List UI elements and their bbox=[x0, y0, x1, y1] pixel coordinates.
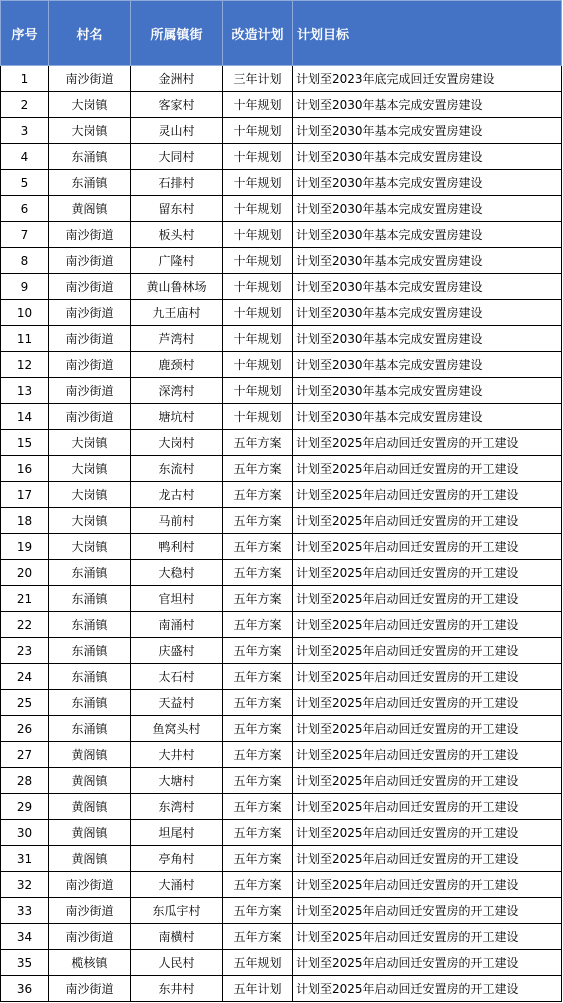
cell-serial: 2 bbox=[1, 92, 49, 118]
table-row bbox=[1, 716, 562, 742]
cell-col2: 榄核镇 bbox=[49, 950, 131, 976]
cell-col3: 天益村 bbox=[131, 690, 223, 716]
cell-col3: 马前村 bbox=[131, 508, 223, 534]
cell-col3: 龙古村 bbox=[131, 482, 223, 508]
cell-plan: 十年规划 bbox=[223, 92, 293, 118]
cell-goal: 计划至2023年底完成回迁安置房建设 bbox=[293, 66, 562, 92]
table-row bbox=[1, 118, 562, 144]
table-row bbox=[1, 794, 562, 820]
cell-goal: 计划至2025年启动回迁安置房的开工建设 bbox=[293, 586, 562, 612]
cell-plan: 十年规划 bbox=[223, 274, 293, 300]
cell-col3: 大同村 bbox=[131, 144, 223, 170]
cell-col2: 东涌镇 bbox=[49, 560, 131, 586]
cell-col3: 坦尾村 bbox=[131, 820, 223, 846]
table-row bbox=[1, 196, 562, 222]
cell-goal: 计划至2025年启动回迁安置房的开工建设 bbox=[293, 794, 562, 820]
cell-plan: 十年规划 bbox=[223, 352, 293, 378]
cell-col3: 客家村 bbox=[131, 92, 223, 118]
cell-plan: 五年方案 bbox=[223, 716, 293, 742]
cell-col3: 大岗村 bbox=[131, 430, 223, 456]
cell-plan: 十年规划 bbox=[223, 196, 293, 222]
cell-serial: 5 bbox=[1, 170, 49, 196]
cell-serial: 19 bbox=[1, 534, 49, 560]
cell-serial: 16 bbox=[1, 456, 49, 482]
cell-serial: 10 bbox=[1, 300, 49, 326]
cell-col2: 黄阁镇 bbox=[49, 820, 131, 846]
cell-col3: 大稳村 bbox=[131, 560, 223, 586]
cell-col2: 东涌镇 bbox=[49, 664, 131, 690]
cell-plan: 十年规划 bbox=[223, 248, 293, 274]
cell-serial: 22 bbox=[1, 612, 49, 638]
cell-serial: 31 bbox=[1, 846, 49, 872]
cell-col2: 黄阁镇 bbox=[49, 794, 131, 820]
cell-col2: 大岗镇 bbox=[49, 482, 131, 508]
table-row bbox=[1, 222, 562, 248]
cell-serial: 25 bbox=[1, 690, 49, 716]
cell-col3: 南横村 bbox=[131, 924, 223, 950]
cell-col3: 石排村 bbox=[131, 170, 223, 196]
cell-serial: 29 bbox=[1, 794, 49, 820]
cell-serial: 8 bbox=[1, 248, 49, 274]
header-town: 所属镇街 bbox=[131, 1, 223, 66]
table-body bbox=[1, 66, 562, 1002]
cell-col2: 黄阁镇 bbox=[49, 196, 131, 222]
table-row bbox=[1, 950, 562, 976]
table-row bbox=[1, 560, 562, 586]
cell-col3: 灵山村 bbox=[131, 118, 223, 144]
cell-col3: 大涌村 bbox=[131, 872, 223, 898]
cell-plan: 五年方案 bbox=[223, 534, 293, 560]
cell-plan: 十年规划 bbox=[223, 300, 293, 326]
cell-plan: 五年方案 bbox=[223, 898, 293, 924]
cell-plan: 五年方案 bbox=[223, 690, 293, 716]
table-row bbox=[1, 924, 562, 950]
table-row bbox=[1, 274, 562, 300]
cell-serial: 21 bbox=[1, 586, 49, 612]
cell-col2: 南沙街道 bbox=[49, 248, 131, 274]
cell-plan: 五年方案 bbox=[223, 508, 293, 534]
cell-col3: 深湾村 bbox=[131, 378, 223, 404]
cell-plan: 十年规划 bbox=[223, 404, 293, 430]
cell-col3: 鱼窝头村 bbox=[131, 716, 223, 742]
cell-col2: 南沙街道 bbox=[49, 898, 131, 924]
cell-goal: 计划至2025年启动回迁安置房的开工建设 bbox=[293, 742, 562, 768]
cell-col3: 塘坑村 bbox=[131, 404, 223, 430]
cell-col2: 南沙街道 bbox=[49, 872, 131, 898]
cell-col2: 大岗镇 bbox=[49, 118, 131, 144]
cell-col2: 南沙街道 bbox=[49, 274, 131, 300]
cell-goal: 计划至2025年启动回迁安置房的开工建设 bbox=[293, 612, 562, 638]
cell-plan: 五年方案 bbox=[223, 872, 293, 898]
table-row bbox=[1, 378, 562, 404]
cell-goal: 计划至2025年启动回迁安置房的开工建设 bbox=[293, 820, 562, 846]
table-row bbox=[1, 742, 562, 768]
table-row bbox=[1, 456, 562, 482]
cell-col2: 南沙街道 bbox=[49, 976, 131, 1002]
cell-col2: 南沙街道 bbox=[49, 404, 131, 430]
cell-col3: 东流村 bbox=[131, 456, 223, 482]
cell-goal: 计划至2030年基本完成安置房建设 bbox=[293, 92, 562, 118]
cell-col3: 九王庙村 bbox=[131, 300, 223, 326]
cell-col3: 鸭利村 bbox=[131, 534, 223, 560]
cell-goal: 计划至2025年启动回迁安置房的开工建设 bbox=[293, 638, 562, 664]
cell-serial: 4 bbox=[1, 144, 49, 170]
cell-col3: 鹿颈村 bbox=[131, 352, 223, 378]
cell-col3: 太石村 bbox=[131, 664, 223, 690]
cell-goal: 计划至2025年启动回迁安置房的开工建设 bbox=[293, 872, 562, 898]
table-row bbox=[1, 66, 562, 92]
cell-goal: 计划至2025年启动回迁安置房的开工建设 bbox=[293, 768, 562, 794]
cell-plan: 十年规划 bbox=[223, 378, 293, 404]
cell-goal: 计划至2030年基本完成安置房建设 bbox=[293, 300, 562, 326]
cell-col3: 广隆村 bbox=[131, 248, 223, 274]
cell-plan: 五年计划 bbox=[223, 976, 293, 1002]
table-row bbox=[1, 170, 562, 196]
cell-plan: 五年方案 bbox=[223, 742, 293, 768]
cell-plan: 五年方案 bbox=[223, 924, 293, 950]
cell-col3: 留东村 bbox=[131, 196, 223, 222]
cell-plan: 五年方案 bbox=[223, 430, 293, 456]
table-row bbox=[1, 326, 562, 352]
cell-col2: 黄阁镇 bbox=[49, 742, 131, 768]
cell-serial: 27 bbox=[1, 742, 49, 768]
cell-col2: 东涌镇 bbox=[49, 716, 131, 742]
cell-col3: 庆盛村 bbox=[131, 638, 223, 664]
cell-col2: 大岗镇 bbox=[49, 430, 131, 456]
cell-serial: 30 bbox=[1, 820, 49, 846]
cell-goal: 计划至2030年基本完成安置房建设 bbox=[293, 274, 562, 300]
cell-serial: 14 bbox=[1, 404, 49, 430]
table-row bbox=[1, 248, 562, 274]
cell-serial: 12 bbox=[1, 352, 49, 378]
cell-serial: 13 bbox=[1, 378, 49, 404]
cell-col2: 南沙街道 bbox=[49, 352, 131, 378]
header-serial: 序号 bbox=[1, 1, 49, 66]
cell-plan: 五年方案 bbox=[223, 456, 293, 482]
header-row bbox=[1, 1, 562, 66]
table-row bbox=[1, 872, 562, 898]
cell-serial: 7 bbox=[1, 222, 49, 248]
cell-col3: 东湾村 bbox=[131, 794, 223, 820]
cell-col2: 大岗镇 bbox=[49, 456, 131, 482]
cell-goal: 计划至2030年基本完成安置房建设 bbox=[293, 118, 562, 144]
cell-col2: 黄阁镇 bbox=[49, 768, 131, 794]
cell-col2: 黄阁镇 bbox=[49, 846, 131, 872]
cell-goal: 计划至2025年启动回迁安置房的开工建设 bbox=[293, 898, 562, 924]
cell-serial: 15 bbox=[1, 430, 49, 456]
cell-col3: 黄山鲁林场 bbox=[131, 274, 223, 300]
cell-col2: 南沙街道 bbox=[49, 300, 131, 326]
cell-goal: 计划至2030年基本完成安置房建设 bbox=[293, 222, 562, 248]
cell-col3: 东井村 bbox=[131, 976, 223, 1002]
cell-goal: 计划至2025年启动回迁安置房的开工建设 bbox=[293, 482, 562, 508]
cell-col3: 芦湾村 bbox=[131, 326, 223, 352]
table-row bbox=[1, 898, 562, 924]
cell-col2: 南沙街道 bbox=[49, 222, 131, 248]
cell-col2: 东涌镇 bbox=[49, 612, 131, 638]
cell-plan: 五年方案 bbox=[223, 560, 293, 586]
cell-goal: 计划至2030年基本完成安置房建设 bbox=[293, 248, 562, 274]
cell-goal: 计划至2030年基本完成安置房建设 bbox=[293, 378, 562, 404]
table-row bbox=[1, 300, 562, 326]
cell-serial: 23 bbox=[1, 638, 49, 664]
cell-col2: 南沙街道 bbox=[49, 378, 131, 404]
cell-goal: 计划至2025年启动回迁安置房的开工建设 bbox=[293, 456, 562, 482]
cell-goal: 计划至2025年启动回迁安置房的开工建设 bbox=[293, 664, 562, 690]
header-plan: 改造计划 bbox=[223, 1, 293, 66]
cell-col3: 大塘村 bbox=[131, 768, 223, 794]
header-village: 村名 bbox=[49, 1, 131, 66]
cell-plan: 十年规划 bbox=[223, 118, 293, 144]
cell-plan: 十年规划 bbox=[223, 222, 293, 248]
cell-col2: 东涌镇 bbox=[49, 690, 131, 716]
cell-col3: 南涌村 bbox=[131, 612, 223, 638]
cell-plan: 五年方案 bbox=[223, 612, 293, 638]
cell-col2: 东涌镇 bbox=[49, 586, 131, 612]
cell-col3: 官坦村 bbox=[131, 586, 223, 612]
cell-plan: 五年方案 bbox=[223, 768, 293, 794]
cell-col2: 东涌镇 bbox=[49, 144, 131, 170]
table-row bbox=[1, 404, 562, 430]
cell-col2: 南沙街道 bbox=[49, 924, 131, 950]
table-row bbox=[1, 768, 562, 794]
cell-col2: 大岗镇 bbox=[49, 508, 131, 534]
cell-col3: 东瓜宇村 bbox=[131, 898, 223, 924]
cell-goal: 计划至2025年启动回迁安置房的开工建设 bbox=[293, 976, 562, 1002]
cell-col3: 板头村 bbox=[131, 222, 223, 248]
cell-goal: 计划至2025年启动回迁安置房的开工建设 bbox=[293, 716, 562, 742]
cell-col2: 东涌镇 bbox=[49, 170, 131, 196]
table-row bbox=[1, 664, 562, 690]
cell-goal: 计划至2025年启动回迁安置房的开工建设 bbox=[293, 846, 562, 872]
cell-plan: 五年方案 bbox=[223, 482, 293, 508]
cell-serial: 28 bbox=[1, 768, 49, 794]
cell-serial: 24 bbox=[1, 664, 49, 690]
cell-col3: 亭角村 bbox=[131, 846, 223, 872]
table-row bbox=[1, 976, 562, 1002]
cell-goal: 计划至2025年启动回迁安置房的开工建设 bbox=[293, 534, 562, 560]
table-header bbox=[1, 1, 562, 66]
table-row bbox=[1, 144, 562, 170]
cell-serial: 20 bbox=[1, 560, 49, 586]
cell-serial: 35 bbox=[1, 950, 49, 976]
cell-plan: 三年计划 bbox=[223, 66, 293, 92]
cell-serial: 33 bbox=[1, 898, 49, 924]
table-row bbox=[1, 690, 562, 716]
cell-col3: 人民村 bbox=[131, 950, 223, 976]
cell-col2: 东涌镇 bbox=[49, 638, 131, 664]
table-row bbox=[1, 586, 562, 612]
cell-serial: 18 bbox=[1, 508, 49, 534]
cell-serial: 32 bbox=[1, 872, 49, 898]
cell-goal: 计划至2030年基本完成安置房建设 bbox=[293, 144, 562, 170]
cell-col2: 南沙街道 bbox=[49, 326, 131, 352]
table-row bbox=[1, 508, 562, 534]
cell-goal: 计划至2030年基本完成安置房建设 bbox=[293, 404, 562, 430]
cell-serial: 36 bbox=[1, 976, 49, 1002]
cell-goal: 计划至2025年启动回迁安置房的开工建设 bbox=[293, 950, 562, 976]
cell-serial: 6 bbox=[1, 196, 49, 222]
table-row bbox=[1, 846, 562, 872]
cell-goal: 计划至2025年启动回迁安置房的开工建设 bbox=[293, 924, 562, 950]
cell-goal: 计划至2025年启动回迁安置房的开工建设 bbox=[293, 430, 562, 456]
cell-goal: 计划至2030年基本完成安置房建设 bbox=[293, 326, 562, 352]
cell-col3: 金洲村 bbox=[131, 66, 223, 92]
cell-goal: 计划至2030年基本完成安置房建设 bbox=[293, 196, 562, 222]
table-row bbox=[1, 482, 562, 508]
cell-goal: 计划至2025年启动回迁安置房的开工建设 bbox=[293, 690, 562, 716]
table-row bbox=[1, 92, 562, 118]
table-row bbox=[1, 612, 562, 638]
cell-serial: 17 bbox=[1, 482, 49, 508]
cell-serial: 34 bbox=[1, 924, 49, 950]
table-row bbox=[1, 534, 562, 560]
cell-plan: 五年方案 bbox=[223, 846, 293, 872]
cell-col2: 大岗镇 bbox=[49, 92, 131, 118]
cell-plan: 五年方案 bbox=[223, 586, 293, 612]
cell-plan: 十年规划 bbox=[223, 144, 293, 170]
cell-goal: 计划至2025年启动回迁安置房的开工建设 bbox=[293, 560, 562, 586]
cell-serial: 1 bbox=[1, 66, 49, 92]
cell-plan: 十年规划 bbox=[223, 326, 293, 352]
cell-serial: 26 bbox=[1, 716, 49, 742]
cell-col3: 大井村 bbox=[131, 742, 223, 768]
cell-col2: 南沙街道 bbox=[49, 66, 131, 92]
cell-goal: 计划至2025年启动回迁安置房的开工建设 bbox=[293, 508, 562, 534]
cell-serial: 3 bbox=[1, 118, 49, 144]
cell-serial: 11 bbox=[1, 326, 49, 352]
cell-plan: 五年方案 bbox=[223, 664, 293, 690]
cell-plan: 十年规划 bbox=[223, 170, 293, 196]
cell-plan: 五年规划 bbox=[223, 950, 293, 976]
cell-plan: 五年方案 bbox=[223, 794, 293, 820]
table-row bbox=[1, 352, 562, 378]
table-row bbox=[1, 430, 562, 456]
cell-plan: 五年方案 bbox=[223, 820, 293, 846]
table-row bbox=[1, 638, 562, 664]
cell-goal: 计划至2030年基本完成安置房建设 bbox=[293, 170, 562, 196]
cell-col2: 大岗镇 bbox=[49, 534, 131, 560]
cell-serial: 9 bbox=[1, 274, 49, 300]
header-goal: 计划目标 bbox=[293, 1, 562, 66]
cell-plan: 五年方案 bbox=[223, 638, 293, 664]
cell-goal: 计划至2030年基本完成安置房建设 bbox=[293, 352, 562, 378]
table-row bbox=[1, 820, 562, 846]
